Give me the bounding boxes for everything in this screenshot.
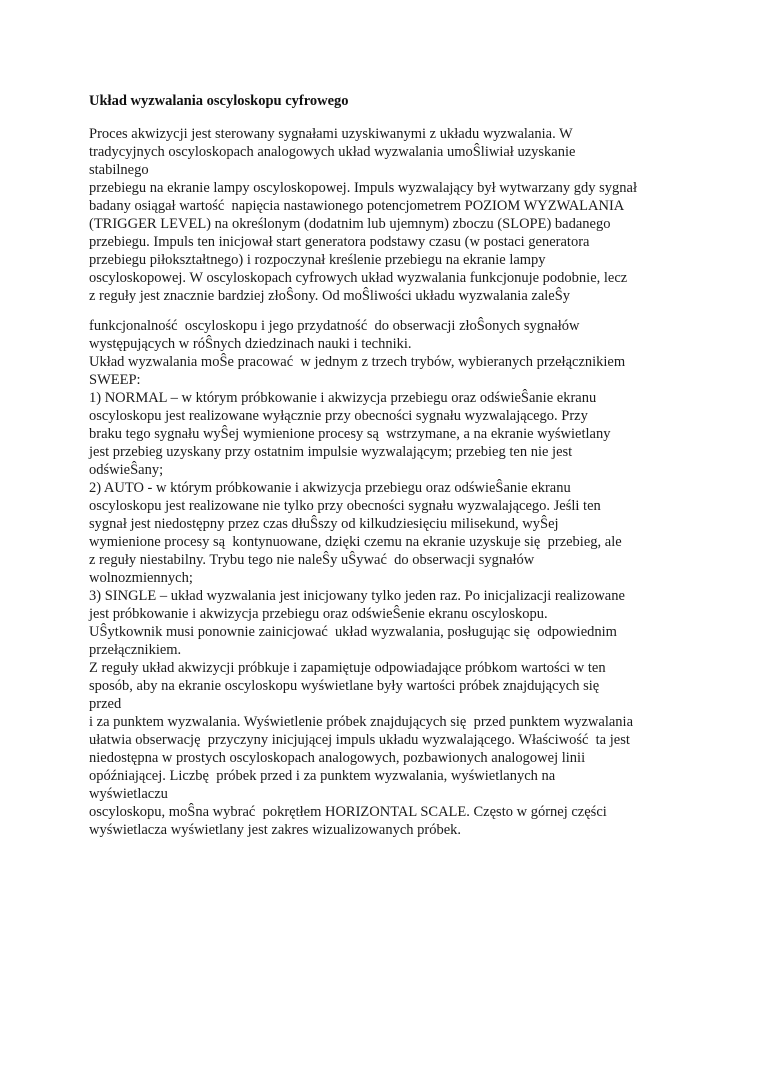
text-line: 3) SINGLE – układ wyzwalania jest inicjowany tylko jeden raz. Po inicjalizacji realizowane [89, 588, 625, 604]
text-line: Układ wyzwalania moŜe pracować w jednym z trzech trybów, wybieranych przełącznikiem [89, 354, 626, 370]
text-line: oscyloskopu jest realizowane wyłącznie przy obecności sygnału wyzwalającego. Przy [89, 408, 588, 424]
text-line: wolnozmiennych; [89, 570, 193, 586]
text-line: braku tego sygnału wyŜej wymienione procesy są wstrzymane, a na ekranie wyświetlany [89, 426, 611, 442]
text-line: oscyloskopu jest realizowane nie tylko przy obecności sygnału wyzwalającego. Jeśli ten [89, 498, 601, 514]
text-line: jest próbkowanie i akwizycja przebiegu oraz odświeŜenie ekranu oscyloskopu. [89, 606, 548, 622]
text-line: sposób, aby na ekranie oscyloskopu wyświetlane były wartości próbek znajdujących się [89, 678, 600, 694]
text-line: funkcjonalność oscyloskopu i jego przydatność do obserwacji złoŜonych sygnałów [89, 318, 580, 334]
text-line: badany osiągał wartość napięcia nastawionego potencjometrem POZIOM WYZWALANIA [89, 198, 625, 214]
text-line: z reguły jest znacznie bardziej złoŜony. Od moŜliwości układu wyzwalania zaleŜy [89, 288, 571, 304]
text-line: przebiegu na ekranie lampy oscyloskopowej. Impuls wyzwalający był wytwarzany gdy sygnał [89, 180, 638, 196]
text-line: stabilnego [89, 162, 149, 178]
paragraph-intro [89, 125, 637, 305]
text-line: z reguły niestabilny. Trybu tego nie naleŜy uŜywać do obserwacji sygnałów [89, 552, 535, 568]
text-line: i za punktem wyzwalania. Wyświetlenie próbek znajdujących się przed punktem wyzwalania [89, 714, 634, 730]
text-line: SWEEP: [89, 372, 141, 388]
text-line: Z reguły układ akwizycji próbkuje i zapamiętuje odpowiadające próbkom wartości w ten [89, 660, 606, 676]
text-line: tradycyjnych oscyloskopach analogowych układ wyzwalania umoŜliwiał uzyskanie [89, 144, 576, 160]
text-line: przebiegu piłokształtnego) i rozpoczynał kreślenie przebiegu na ekranie lampy [89, 252, 546, 268]
text-line: odświeŜany; [89, 462, 164, 478]
text-line: przełącznikiem. [89, 642, 182, 658]
document-title: Układ wyzwalania oscyloskopu cyfrowego [89, 93, 349, 109]
text-line: oscyloskopu, moŜna wybrać pokrętłem HORIZONTAL SCALE. Często w górnej części [89, 804, 607, 820]
text-line: 2) AUTO - w którym próbkowanie i akwizycja przebiegu oraz odświeŜanie ekranu [89, 480, 571, 496]
text-line: przebiegu. Impuls ten inicjował start generatora podstawy czasu (w postaci generatora [89, 234, 590, 250]
text-line: wymienione procesy są kontynuowane, dzięki czemu na ekranie uzyskuje się przebieg, ale [89, 534, 622, 550]
text-line: sygnał jest niedostępny przez czas dłuŜszy od kilkudziesięciu milisekund, wyŜej [89, 516, 559, 532]
paragraph-modes [89, 317, 633, 839]
text-line: występujących w róŜnych dziedzinach nauki i techniki. [89, 336, 412, 352]
text-line: (TRIGGER LEVEL) na określonym (dodatnim lub ujemnym) zboczu (SLOPE) badanego [89, 216, 611, 232]
text-line: ułatwia obserwację przyczyny inicjującej impuls układu wyzwalającego. Właściwość ta jest [89, 732, 630, 748]
text-line: opóźniającej. Liczbę próbek przed i za punktem wyzwalania, wyświetlanych na [89, 768, 556, 784]
text-line: wyświetlacza wyświetlany jest zakres wizualizowanych próbek. [89, 822, 462, 838]
text-line: 1) NORMAL – w którym próbkowanie i akwizycja przebiegu oraz odświeŜanie ekranu [89, 390, 597, 406]
text-line: przed [89, 696, 122, 712]
text-line: UŜytkownik musi ponownie zainicjować układ wyzwalania, posługując się odpowiednim [89, 624, 617, 640]
text-line: jest przebieg uzyskany przy ostatnim impulsie wyzwalającym; przebieg ten nie jest [89, 444, 573, 460]
text-line: wyświetlaczu [89, 786, 168, 802]
text-line: oscyloskopowej. W oscyloskopach cyfrowych układ wyzwalania funkcjonuje podobnie, lecz [89, 270, 628, 286]
text-line: niedostępna w prostych oscyloskopach analogowych, pozbawionych analogowej linii [89, 750, 586, 766]
text-line: Proces akwizycji jest sterowany sygnałami uzyskiwanymi z układu wyzwalania. W [89, 126, 573, 142]
